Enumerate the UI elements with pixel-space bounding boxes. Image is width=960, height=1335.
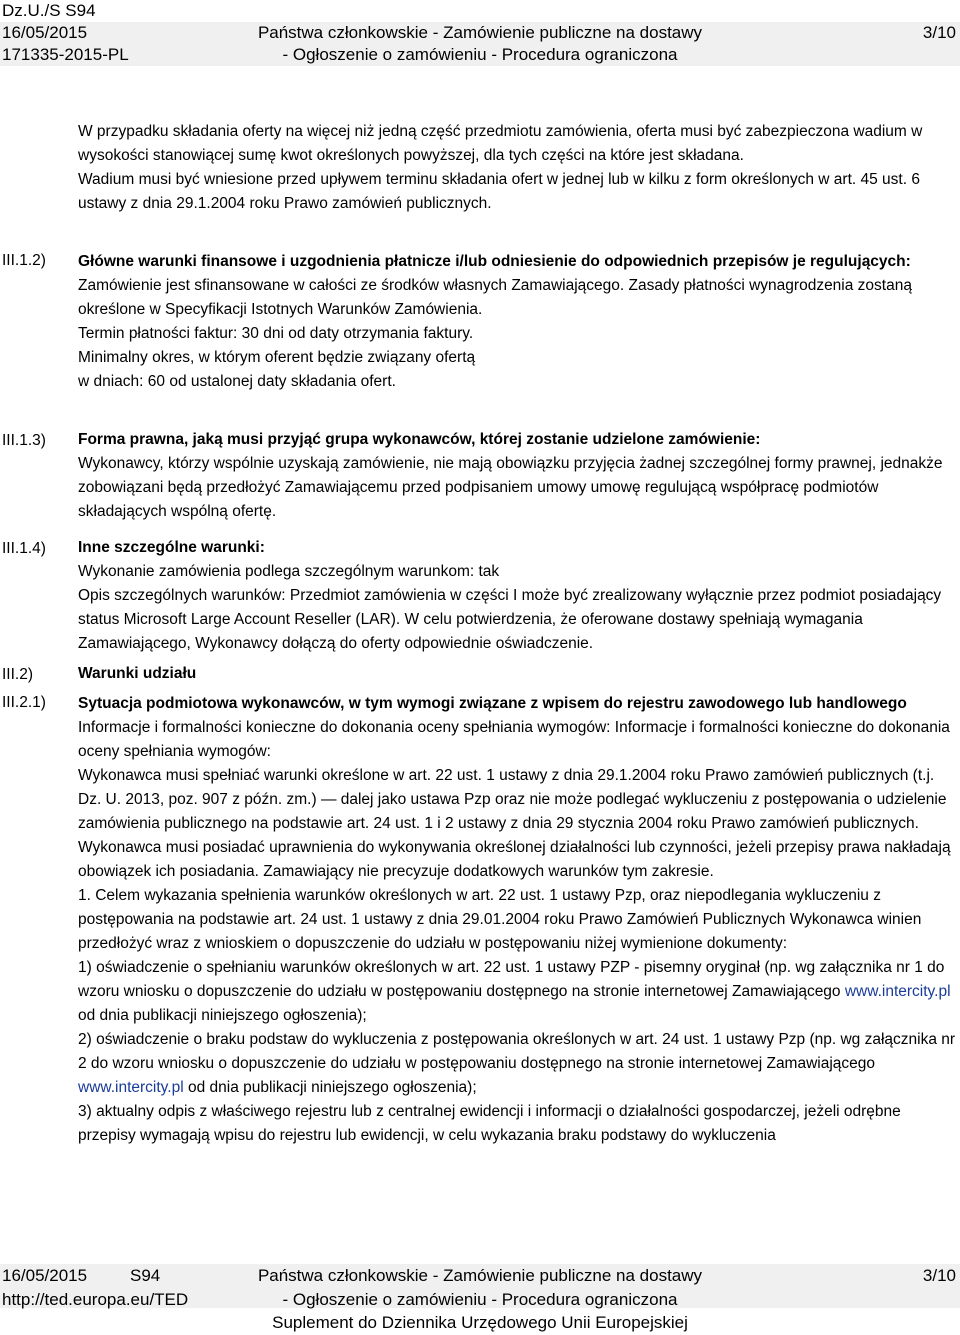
section-iii-1-3-paragraph-1: Wykonawcy, którzy wspólnie uzyskają zamówienie, nie mają obowiązku przyjęcia żadnej szczególnej formy prawnej, jednakże zobowiązani będą przedłożyć Zamawiającemu przed podpisaniem umowy umowę regulującą współpracę podmiotów składających wspólną ofertę. bbox=[78, 455, 943, 520]
paragraph-5-text-a: 2) oświadczenie o braku podstaw do wykluczenia z postępowania określonych w art. 24 ust. 1 ustawy Pzp (np. wg załącznika nr 2 do wzoru wniosku o dopuszczenie do udziału w postępowaniu dostępnego na stronie internetowej Zamawiającego bbox=[78, 1031, 956, 1072]
header-page-number: 3/10 bbox=[922, 23, 956, 42]
header-row-1 bbox=[0, 0, 960, 22]
section-iii-1-4-heading: Inne szczególne warunki: bbox=[78, 539, 265, 556]
section-iii-2-1-paragraph-2: Wykonawca musi spełniać warunki określone w art. 22 ust. 1 ustawy z dnia 29.1.2004 roku Prawo zamówień publicznych (t.j. Dz. U. 2013, poz. 907 z późn. zm.) — dalej jako ustawa Pzp oraz nie może podlegać wykluczeniu z postępowania o udzielenie zamówienia publicznego na podstawie art. 24 ust. 1 i 2 ustawy z dnia 29 stycznia 2004 roku Prawo zamówień publicznych. Wykonawca musi posiadać uprawnienia do wykonywania określonej działalności lub czynności, jeżeli przepisy prawa nakładają obowiązek ich posiadania. Zamawiający nie precyzuje dodatkowych warunków tym zakresie. bbox=[78, 767, 951, 880]
section-number-iii-1-4: III.1.4) bbox=[2, 540, 46, 557]
section-iii-2-1-paragraph-5 bbox=[78, 1028, 956, 1100]
section-number-iii-2-1: III.2.1) bbox=[2, 694, 46, 711]
paragraph-4-text-a: 1) oświadczenie o spełnianiu warunków określonych w art. 22 ust. 1 ustawy PZP - pisemny oryginał (np. wg załącznika nr 1 do wzoru wniosku o dopuszczenie do udziału w postępowaniu dostępnego na stronie internetowej Zamawiającego bbox=[78, 959, 945, 1000]
section-iii-1-4-paragraph-1: Wykonanie zamówienia podlega szczególnym warunkom: tak bbox=[78, 563, 500, 580]
section-iii-1-2 bbox=[78, 250, 956, 394]
section-iii-1-2-paragraph-2: Termin płatności faktur: 30 dni od daty otrzymania faktury. bbox=[78, 325, 474, 342]
section-iii-1-3-heading: Forma prawna, jaką musi przyjąć grupa wykonawców, której zostanie udzielone zamówienie: bbox=[78, 431, 761, 448]
header-row-3 bbox=[0, 44, 960, 66]
section-iii-2-1-paragraph-1: Informacje i formalności konieczne do dokonania oceny spełniania wymogów: Informacje i formalności konieczne do dokonania oceny spełniania wymogów: bbox=[78, 719, 950, 760]
header-date: 16/05/2015 bbox=[2, 23, 88, 42]
section-iii-2-1-paragraph-6: 3) aktualny odpis z właściwego rejestru lub z centralnej ewidencji i informacji o działalności gospodarczej, jeżeli odrębne przepisy wymagają wpisu do rejestru lub ewidencji, w celu wykazania braku podstawy do wykluczenia bbox=[78, 1103, 901, 1144]
section-iii-1-2-paragraph-3: Minimalny okres, w którym oferent będzie związany ofertą bbox=[78, 349, 476, 366]
section-iii-2-1 bbox=[78, 692, 956, 1148]
header-reference: 171335-2015-PL bbox=[2, 45, 129, 64]
footer-title-1: Państwa członkowskie - Zamówienie publiczne na dostawy bbox=[257, 1266, 703, 1285]
section-iii-1-4-paragraph-2: Opis szczególnych warunków: Przedmiot zamówienia w części I może być zrealizowany wyłącznie przez podmiot posiadający status Microsoft Large Account Reseller (LAR). W celu potwierdzenia, że oferowane dostawy spełniają wymagania Zamawiającego, Wykonawcy dołączą do oferty odpowiednie oświadczenie. bbox=[78, 587, 942, 652]
section-iii-1-2-paragraph-4: w dniach: 60 od ustalonej daty składania ofert. bbox=[78, 373, 396, 390]
section-iii-2-1-paragraph-3: 1. Celem wykazania spełnienia warunków określonych w art. 22 ust. 1 ustawy Pzp, oraz niepodlegania wykluczeniu z postępowania na podstawie art. 24 ust. 1 ustawy z dnia 29.01.2004 roku Prawo Zamówień Publicznych Wykonawca winien przedłożyć wraz z wnioskiem o dopuszczenie do udziału w postępowaniu niżej wymienione dokumenty: bbox=[78, 887, 922, 952]
section-iii-1-2-paragraph-1: Zamówienie jest sfinansowane w całości ze środków własnych Zamawiającego. Zasady płatności wynagrodzenia zostaną określone w Specyfikacji Istotnych Warunków Zamówienia. bbox=[78, 277, 912, 318]
section-iii-1-3 bbox=[78, 428, 956, 524]
footer-journal: S94 bbox=[130, 1266, 161, 1285]
section-number-iii-1-2: III.1.2) bbox=[2, 252, 46, 269]
intro-paragraph-2: Wadium musi być wniesione przed upływem terminu składania ofert w jednej lub w kilku z form określonych w art. 45 ust. 6 ustawy z dnia 29.1.2004 roku Prawo zamówień publicznych. bbox=[78, 171, 920, 212]
header-title-2: - Ogłoszenie o zamówieniu - Procedura ograniczona bbox=[282, 45, 678, 64]
footer-title-2: - Ogłoszenie o zamówieniu - Procedura ograniczona bbox=[282, 1290, 678, 1309]
footer-date: 16/05/2015 bbox=[2, 1266, 88, 1285]
footer-title-3: Suplement do Dziennika Urzędowego Unii Europejskiej bbox=[272, 1313, 688, 1332]
section-iii-2-heading: Warunki udziału bbox=[78, 665, 197, 682]
paragraph-4-text-b: od dnia publikacji niniejszego ogłoszenia); bbox=[78, 1007, 367, 1024]
intercity-link-2[interactable]: www.intercity.pl bbox=[78, 1079, 184, 1096]
section-iii-1-2-heading: Główne warunki finansowe i uzgodnienia płatnicze i/lub odniesienie do odpowiednich przepisów je regulujących: bbox=[78, 253, 911, 270]
paragraph-5-text-b: od dnia publikacji niniejszego ogłoszenia); bbox=[183, 1079, 477, 1096]
footer-page-number: 3/10 bbox=[922, 1266, 956, 1285]
intro-section bbox=[78, 120, 956, 216]
intro-paragraph-1: W przypadku składania oferty na więcej niż jedną część przedmiotu zamówienia, oferta musi być zabezpieczona wadium w wysokości stanowiącej sumę kwot określonych powyższej, dla tych części na które jest składana. bbox=[78, 123, 923, 164]
section-number-iii-1-3: III.1.3) bbox=[2, 432, 46, 449]
intercity-link-1[interactable]: www.intercity.pl bbox=[844, 983, 951, 1000]
section-number-iii-2: III.2) bbox=[2, 666, 34, 683]
section-iii-2 bbox=[78, 662, 956, 686]
header-title-1: Państwa członkowskie - Zamówienie publiczne na dostawy bbox=[257, 23, 703, 42]
section-iii-2-1-heading: Sytuacja podmiotowa wykonawców, w tym wymogi związane z wpisem do rejestru zawodowego lub handlowego bbox=[78, 695, 907, 712]
section-iii-2-1-paragraph-4 bbox=[78, 956, 956, 1028]
journal-label: Dz.U./S S94 bbox=[2, 1, 96, 20]
header-row-2 bbox=[0, 22, 960, 44]
footer-url[interactable]: http://ted.europa.eu/TED bbox=[2, 1290, 189, 1309]
section-iii-1-4 bbox=[78, 536, 956, 656]
